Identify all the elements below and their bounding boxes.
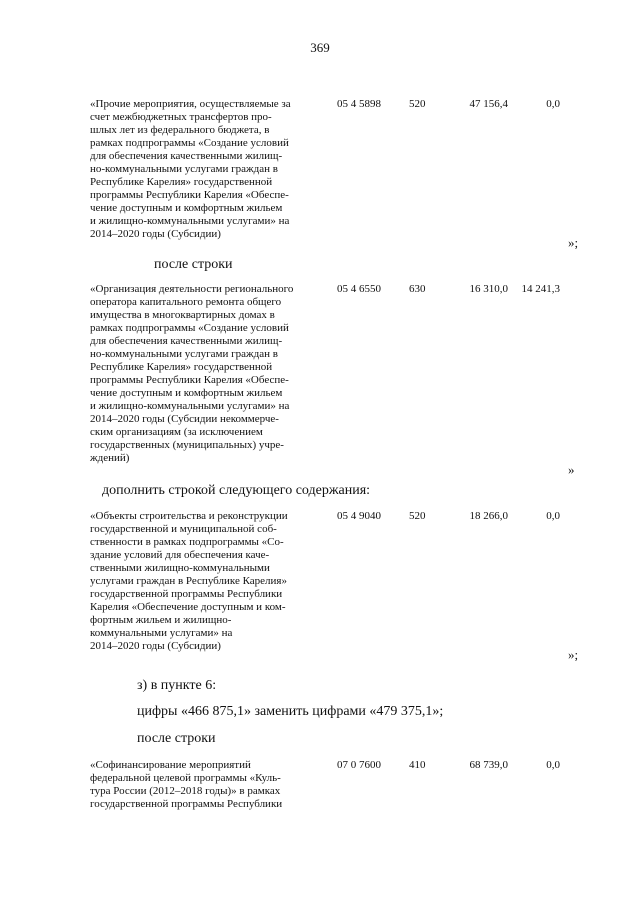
description-line: рамках подпрограммы «Создание условий [90,137,289,149]
description-line: государственных (муниципальных) учре- [90,439,284,451]
description-line: услугами граждан в Республике Карелия» [90,575,287,587]
expense-type-code: 410 [409,759,426,771]
description-line: тура России (2012–2018 годы)» в рамках [90,785,281,797]
amount-federal: 0,0 [546,510,560,522]
description-line: для обеспечения качественными жилищ- [90,150,283,162]
amount-federal: 0,0 [546,98,560,110]
description-line: ственности в рамках подпрограммы «Со- [90,536,284,548]
description-line: но-коммунальными услугами граждан в [90,348,278,360]
amount-total: 47 156,4 [469,98,508,110]
item-z-heading: з) в пункте 6: [137,678,217,693]
description-line: государственной и муниципальной соб- [90,523,277,535]
description-line: «Софинансирование мероприятий [90,759,251,771]
description-line: чение доступным и комфортным жильем [90,387,283,399]
description-line: государственной программы Республики [90,798,283,810]
description-line: «Организация деятельности регионального [90,283,294,295]
closing-quote: »; [568,235,579,250]
description-line: и жилищно-коммунальными услугами» на [90,215,290,227]
description-line: чение доступным и комфортным жильем [90,202,283,214]
expense-type-code: 520 [409,98,426,110]
description-line: счет межбюджетных трансфертов про- [90,111,272,123]
expense-type-code: 520 [409,510,426,522]
amount-federal: 0,0 [546,759,560,771]
row-description [90,283,322,465]
description-line: Республике Карелия» государственной [90,361,273,373]
target-article-code: 05 4 6550 [337,283,381,295]
row-description [90,759,322,811]
page-number: 369 [310,40,330,55]
target-article-code: 05 4 5898 [337,98,381,110]
add-row-heading: дополнить строкой следующего содержания: [102,483,371,498]
description-line: имущества в многоквартирных домах в [90,309,275,321]
description-line: ственными жилищно-коммунальными [90,562,270,574]
description-line: программы Республики Карелия «Обеспе- [90,189,289,201]
description-line: коммунальными услугами» на [90,627,233,639]
description-line: «Объекты строительства и реконструкции [90,510,288,522]
description-line: здание условий для обеспечения каче- [90,549,270,561]
description-line: ждений) [90,452,130,464]
target-article-code: 07 0 7600 [337,759,381,771]
replace-numbers-text: цифры «466 875,1» заменить цифрами «479 375,1»; [137,704,444,719]
description-line: и жилищно-коммунальными услугами» на [90,400,290,412]
description-line: федеральной целевой программы «Куль- [90,772,281,784]
description-line: 2014–2020 годы (Субсидии) [90,228,221,240]
row-description [90,98,322,241]
description-line: рамках подпрограммы «Создание условий [90,322,289,334]
amount-total: 18 266,0 [469,510,508,522]
after-row-heading: после строки [154,257,233,272]
after-row-heading: после строки [137,731,216,746]
description-line: для обеспечения качественными жилищ- [90,335,283,347]
row-description [90,510,322,653]
amount-total: 68 739,0 [469,759,508,771]
closing-quote: » [568,462,575,477]
description-line: 2014–2020 годы (Субсидии некоммерче- [90,413,279,425]
description-line: государственной программы Республики [90,588,283,600]
description-line: но-коммунальными услугами граждан в [90,163,278,175]
description-line: программы Республики Карелия «Обеспе- [90,374,289,386]
target-article-code: 05 4 9040 [337,510,381,522]
description-line: фортным жильем и жилищно- [90,614,232,626]
description-line: 2014–2020 годы (Субсидии) [90,640,221,652]
expense-type-code: 630 [409,283,426,295]
description-line: оператора капитального ремонта общего [90,296,282,308]
amount-total: 16 310,0 [469,283,508,295]
description-line: «Прочие мероприятия, осуществляемые за [90,98,291,110]
closing-quote: »; [568,647,579,662]
amount-federal: 14 241,3 [521,283,560,295]
description-line: шлых лет из федерального бюджета, в [90,124,270,136]
description-line: ским организациям (за исключением [90,426,263,438]
description-line: Республике Карелия» государственной [90,176,273,188]
description-line: Карелия «Обеспечение доступным и ком- [90,601,286,613]
